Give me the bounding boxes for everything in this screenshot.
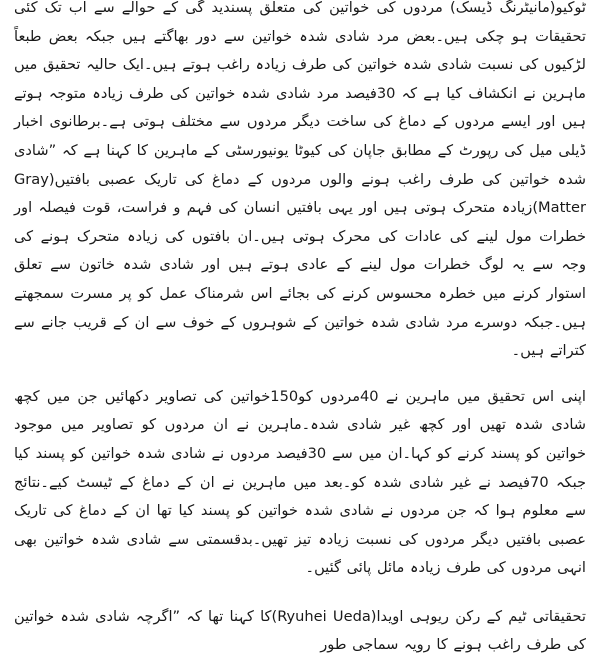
article-paragraph-2: اپنی اس تحقیق میں ماہرین نے 40مردوں کو150خواتین کی تصاویر دکھائیں جن میں کچھ شادی شدہ تھیں اور کچھ غیر شادی شدہ۔ماہرین نے ان مردوں کو تصاویر میں موجود خواتین کو پسند کرنے کو کہا۔ان میں سے 30فیصد مردوں نے شادی شدہ خواتین کو پسند کیا جبکہ 70فیصد نے غیر شادی شدہ کو۔بعد میں ماہرین نے ان کے دماغ کے ٹیسٹ کیے۔نتائج سے معلوم ہوا کہ جن مردوں نے شادی شدہ خواتین کو پسند کیا تھا ان کے دماغ کی تاریک عصبی بافتیں دیگر مردوں کی نسبت زیادہ تیز تھیں۔بدقسمتی سے شادی شدہ خواتین بھی انہی مردوں کی طرف زیادہ مائل پائی گئیں۔ [14,387,586,577]
article-body [14,0,586,660]
article-paragraph-1: ٹوکیو(مانیٹرنگ ڈیسک) مردوں کی خواتین کی متعلق پسندید گی کے حوالے سے اب تک کئی تحقیقات ہو چکی ہیں۔بعض مرد شادی شدہ خواتین سے دور بھاگتے ہیں جبکہ بعض طبعاً لڑکیوں کی نسبت شادی شدہ خواتین کی طرف زیادہ راغب ہوتے ہیں۔ایک حالیہ تحقیق میں ماہرین نے انکشاف کیا ہے کہ 30فیصد مرد شادی شدہ خواتین کی طرف زیادہ متوجہ ہوتے ہیں اور ایسے مردوں کے دماغ کی ساخت دیگر مردوں سے مختلف ہوتی ہے۔برطانوی اخبار ڈیلی میل کی رپورٹ کے مطابق جاپان کی کیوٹا یونیورسٹی کے ماہرین کا کہنا ہے کہ ”شادی شدہ خواتین کی طرف راغب ہونے والوں مردوں کے دماغ کی تاریک عصبی بافتیں(Gray Matter)زیادہ متحرک ہوتی ہیں اور یہی بافتیں انسان کی فہم و فراست، قوت فیصلہ اور خطرات مول لینے کی عادات کی محرک ہوتی ہیں۔ان بافتوں کی زیادہ متحرک ہونے کی وجہ سے یہ لوگ خطرات مول لینے کے عادی ہوتے ہیں اور شادی شدہ خاتون سے تعلق استوار کرنے میں خطرہ محسوس کرنے کی بجائے اس شرمناک عمل کو پر مسرت سمجھتے ہیں۔جبکہ دوسرے مرد شادی شدہ خواتین کے شوہروں کے خوف سے ان کے قریب جانے سے کتراتے ہیں۔ [14,0,586,360]
article-paragraph-3: تحقیقاتی ٹیم کے رکن ریوہی اویدا(Ryuhei Ueda)کا کہنا تھا کہ ”اگرچہ شادی شدہ خواتین کی طرف راغب ہونے کا رویہ سماجی طور [14,607,586,654]
